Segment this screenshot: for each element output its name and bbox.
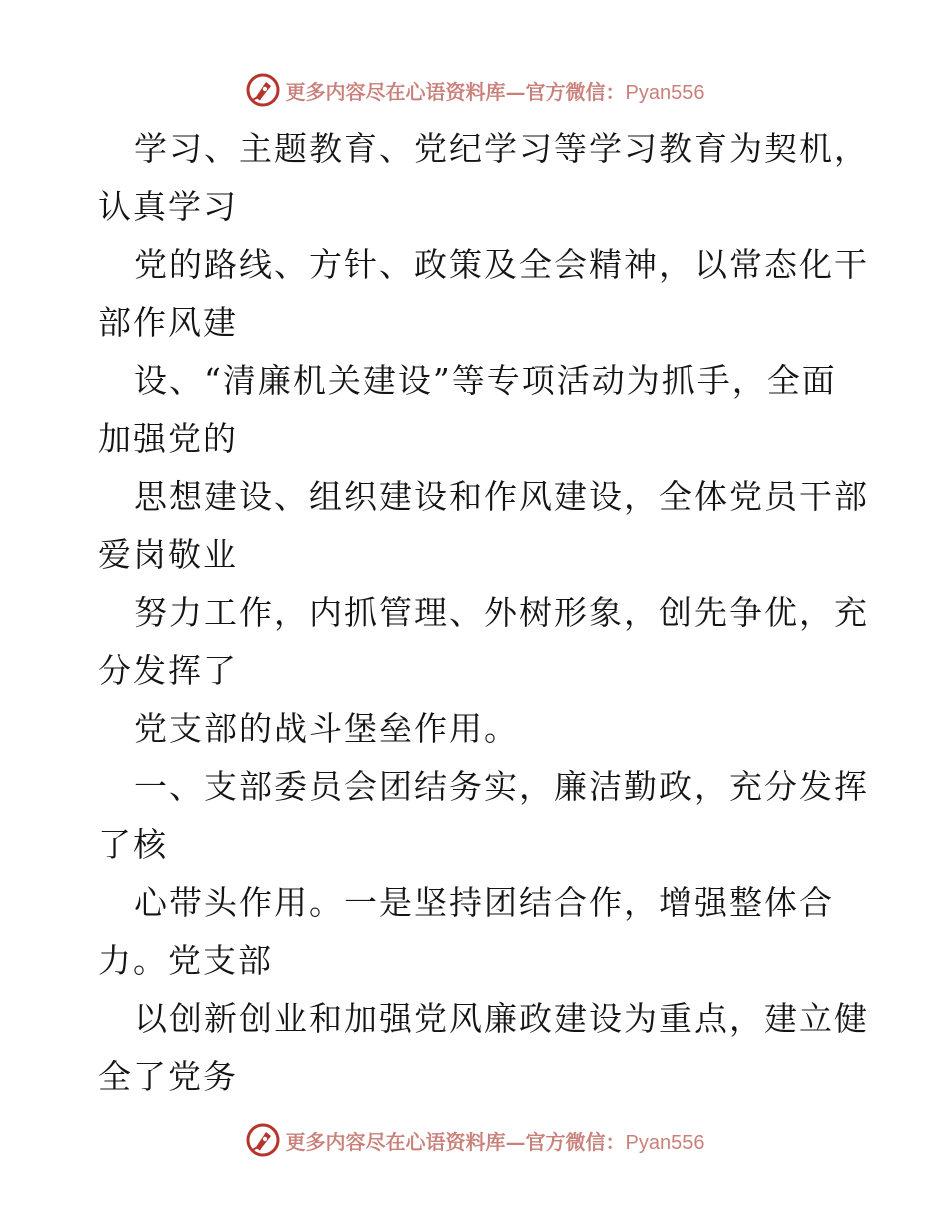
body-line: 一、支部委员会团结务实，廉洁勤政，充分发挥 [134,767,869,806]
pen-nib-logo-icon [246,73,280,107]
body-line: 以创新创业和加强党风廉政建设为重点，建立健 [134,999,869,1038]
header-banner-text [286,76,705,105]
document-body [98,120,869,1106]
header-banner [0,70,950,110]
body-line: 加强党的 [98,419,238,458]
body-line: 全了党务 [98,1057,238,1096]
body-line: 设、“清廉机关建设”等专项活动为抓手，全面 [134,361,837,400]
body-line: 了核 [98,825,168,864]
pen-nib-logo-icon [246,1123,280,1157]
body-line: 学习、主题教育、党纪学习等学习教育为契机， [134,129,869,168]
body-line: 爱岗敬业 [98,535,238,574]
footer-banner-cn: 更多内容尽在心语资料库—官方微信： [285,1129,626,1154]
footer-banner-text [286,1126,705,1155]
body-line: 党支部的战斗堡垒作用。 [134,709,519,748]
body-line: 力。党支部 [98,941,273,980]
header-banner-wechat-id: Pyan556 [625,81,705,104]
body-line: 心带头作用。一是坚持团结合作，增强整体合 [134,883,834,922]
body-line: 分发挥了 [98,651,238,690]
body-line: 党的路线、方针、政策及全会精神，以常态化干 [134,245,869,284]
body-line: 努力工作，内抓管理、外树形象，创先争优，充 [134,593,869,632]
footer-banner [0,1120,950,1160]
header-banner-cn: 更多内容尽在心语资料库—官方微信： [285,79,626,104]
body-line: 认真学习 [98,187,238,226]
body-line: 思想建设、组织建设和作风建设，全体党员干部 [134,477,869,516]
body-line: 部作风建 [98,303,238,342]
footer-banner-wechat-id: Pyan556 [625,1131,705,1154]
